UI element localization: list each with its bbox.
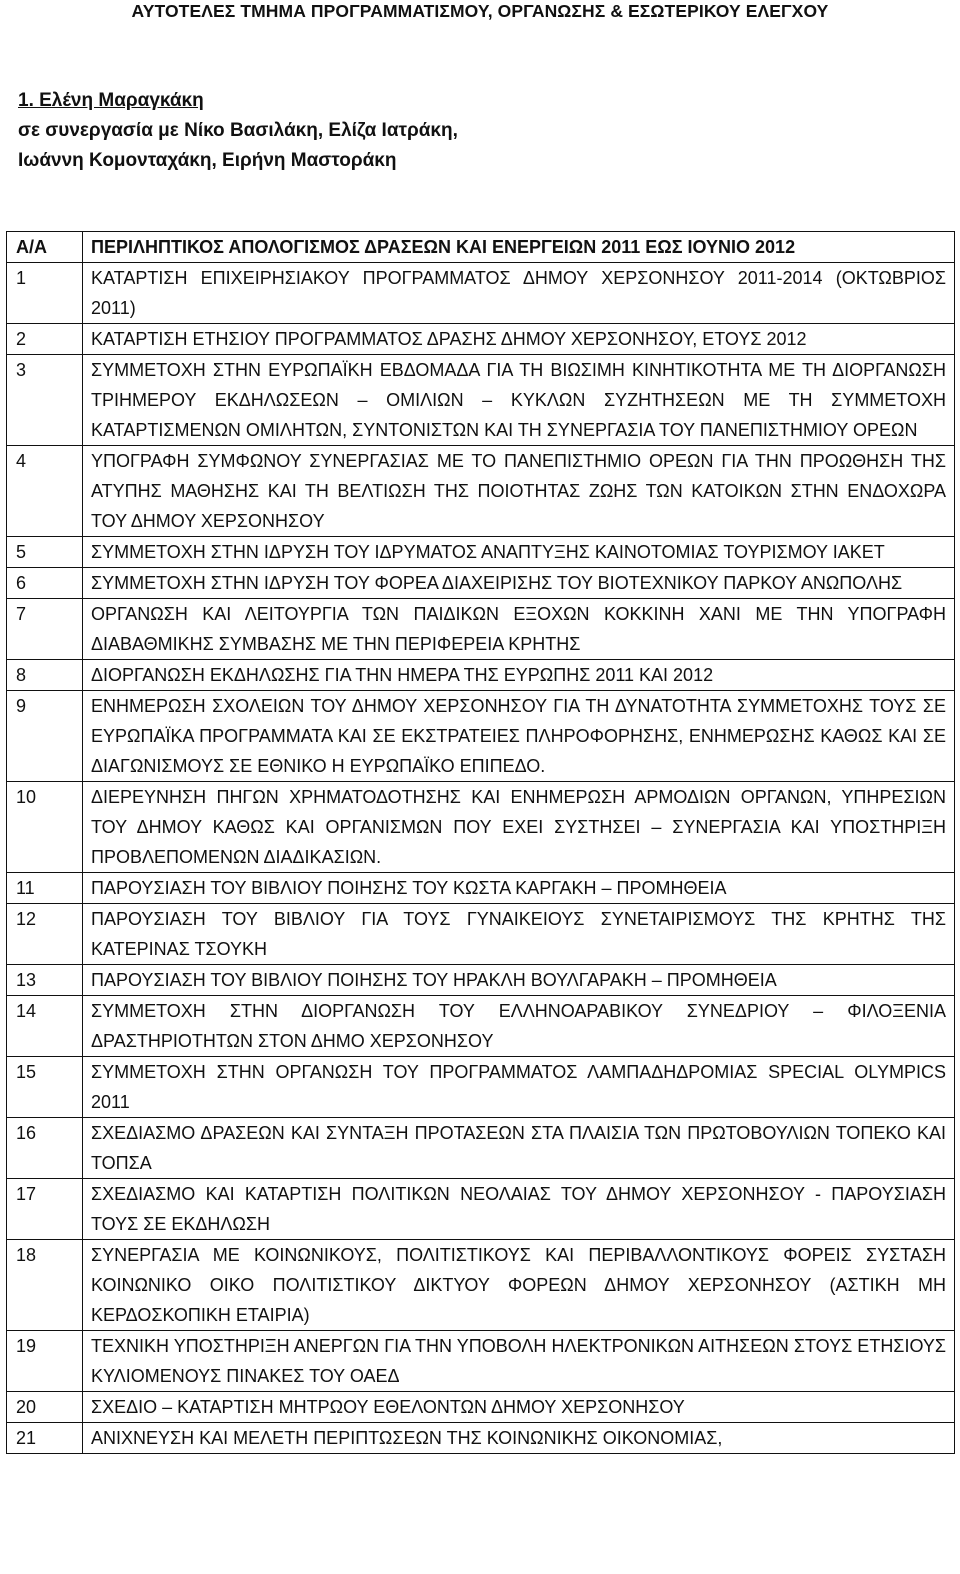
- table-row: [7, 1240, 955, 1331]
- row-number: 13: [7, 965, 83, 996]
- actions-table: [6, 231, 955, 1454]
- row-number: 2: [7, 324, 83, 355]
- row-description: ΠΑΡΟΥΣΙΑΣΗ ΤΟΥ ΒΙΒΛΙΟΥ ΠΟΙΗΣΗΣ ΤΟΥ ΗΡΑΚΛΗ ΒΟΥΛΓΑΡΑΚΗ – ΠΡΟΜΗΘΕΙΑ: [83, 965, 955, 996]
- row-number: 16: [7, 1118, 83, 1179]
- table-row: [7, 660, 955, 691]
- section-title: 1. Ελένη Μαραγκάκη: [18, 90, 204, 111]
- collaborators-line-2: Ιωάννη Κομονταχάκη, Ειρήνη Μαστοράκη: [18, 150, 397, 171]
- row-description: ΚΑΤΑΡΤΙΣΗ ΕΤΗΣΙΟΥ ΠΡΟΓΡΑΜΜΑΤΟΣ ΔΡΑΣΗΣ ΔΗΜΟΥ ΧΕΡΣΟΝΗΣΟΥ, ΕΤΟΥΣ 2012: [83, 324, 955, 355]
- row-number: 7: [7, 599, 83, 660]
- row-description: ΣΥΜΜΕΤΟΧΗ ΣΤΗΝ ΙΔΡΥΣΗ ΤΟΥ ΦΟΡΕΑ ΔΙΑΧΕΙΡΙΣΗΣ ΤΟΥ ΒΙΟΤΕΧΝΙΚΟΥ ΠΑΡΚΟΥ ΑΝΩΠΟΛΗΣ: [83, 568, 955, 599]
- row-number: 18: [7, 1240, 83, 1331]
- row-number: 4: [7, 446, 83, 537]
- document-header: ΑΥΤΟΤΕΛΕΣ ΤΜΗΜΑ ΠΡΟΓΡΑΜΜΑΤΙΣΜΟΥ, ΟΡΓΑΝΩΣΗΣ & ΕΣΩΤΕΡΙΚΟΥ ΕΛΕΓΧΟΥ: [131, 1, 829, 21]
- table-row: [7, 537, 955, 568]
- table-row: [7, 599, 955, 660]
- row-description: ΣΥΝΕΡΓΑΣΙΑ ΜΕ ΚΟΙΝΩΝΙΚΟΥΣ, ΠΟΛΙΤΙΣΤΙΚΟΥΣ ΚΑΙ ΠΕΡΙΒΑΛΛΟΝΤΙΚΟΥΣ ΦΟΡΕΙΣ ΣΥΣΤΑΣΗ ΚΟΙΝΩΝΙΚΟ ΟΙΚΟ ΠΟΛΙΤΙΣΤΙΚΟΥ ΔΙΚΤΥΟΥ ΦΟΡΕΩΝ ΔΗΜΟΥ ΧΕΡΣΟΝΗΣΟΥ (ΑΣΤΙΚΗ ΜΗ ΚΕΡΔΟΣΚΟΠΙΚΗ ΕΤΑΙΡΙΑ): [83, 1240, 955, 1331]
- row-number: 9: [7, 691, 83, 782]
- row-number: 11: [7, 873, 83, 904]
- row-number: 21: [7, 1423, 83, 1454]
- row-description: ΥΠΟΓΡΑΦΗ ΣΥΜΦΩΝΟΥ ΣΥΝΕΡΓΑΣΙΑΣ ΜΕ ΤΟ ΠΑΝΕΠΙΣΤΗΜΙΟ ΟΡΕΩΝ ΓΙΑ ΤΗΝ ΠΡΟΩΘΗΣΗ ΤΗΣ ΑΤΥΠΗΣ ΜΑΘΗΣΗΣ ΚΑΙ ΤΗ ΒΕΛΤΙΩΣΗ ΤΗΣ ΠΟΙΟΤΗΤΑΣ ΖΩΗΣ ΤΩΝ ΚΑΤΟΙΚΩΝ ΣΤΗΝ ΕΝΔΟΧΩΡΑ ΤΟΥ ΔΗΜΟΥ ΧΕΡΣΟΝΗΣΟΥ: [83, 446, 955, 537]
- table-row: [7, 1057, 955, 1118]
- table-row: [7, 263, 955, 324]
- table-row: [7, 996, 955, 1057]
- table-row: [7, 1331, 955, 1392]
- table-header-row: [7, 232, 955, 263]
- table-row: [7, 965, 955, 996]
- table-row: [7, 1392, 955, 1423]
- row-description: ΠΑΡΟΥΣΙΑΣΗ ΤΟΥ ΒΙΒΛΙΟΥ ΓΙΑ ΤΟΥΣ ΓΥΝΑΙΚΕΙΟΥΣ ΣΥΝΕΤΑΙΡΙΣΜΟΥΣ ΤΗΣ ΚΡΗΤΗΣ ΤΗΣ ΚΑΤΕΡΙΝΑΣ ΤΣΟΥΚΗ: [83, 904, 955, 965]
- row-description: ΚΑΤΑΡΤΙΣΗ ΕΠΙΧΕΙΡΗΣΙΑΚΟΥ ΠΡΟΓΡΑΜΜΑΤΟΣ ΔΗΜΟΥ ΧΕΡΣΟΝΗΣΟΥ 2011-2014 (ΟΚΤΩΒΡΙΟΣ 2011): [83, 263, 955, 324]
- table-row: [7, 355, 955, 446]
- row-description: ΣΧΕΔΙΑΣΜΟ ΚΑΙ ΚΑΤΑΡΤΙΣΗ ΠΟΛΙΤΙΚΩΝ ΝΕΟΛΑΙΑΣ ΤΟΥ ΔΗΜΟΥ ΧΕΡΣΟΝΗΣΟΥ - ΠΑΡΟΥΣΙΑΣΗ ΤΟΥΣ ΣΕ ΕΚΔΗΛΩΣΗ: [83, 1179, 955, 1240]
- row-number: 6: [7, 568, 83, 599]
- table-row: [7, 1118, 955, 1179]
- row-description: ΣΥΜΜΕΤΟΧΗ ΣΤΗΝ ΙΔΡΥΣΗ ΤΟΥ ΙΔΡΥΜΑΤΟΣ ΑΝΑΠΤΥΞΗΣ ΚΑΙΝΟΤΟΜΙΑΣ ΤΟΥΡΙΣΜΟΥ ΙΑΚΕΤ: [83, 537, 955, 568]
- table-row: [7, 782, 955, 873]
- table-row: [7, 1423, 955, 1454]
- row-description: ΣΥΜΜΕΤΟΧΗ ΣΤΗΝ ΕΥΡΩΠΑΪΚΗ ΕΒΔΟΜΑΔΑ ΓΙΑ ΤΗ ΒΙΩΣΙΜΗ ΚΙΝΗΤΙΚΟΤΗΤΑ ΜΕ ΤΗ ΔΙΟΡΓΑΝΩΣΗ ΤΡΙΗΜΕΡΟΥ ΕΚΔΗΛΩΣΕΩΝ – ΟΜΙΛΙΩΝ – ΚΥΚΛΩΝ ΣΥΖΗΤΗΣΕΩΝ ΜΕ ΤΗ ΣΥΜΜΕΤΟΧΗ ΚΑΤΑΡΤΙΣΜΕΝΩΝ ΟΜΙΛΗΤΩΝ, ΣΥΝΤΟΝΙΣΤΩΝ ΚΑΙ ΤΗ ΣΥΝΕΡΓΑΣΙΑ ΤΟΥ ΠΑΝΕΠΙΣΤΗΜΙΟΥ ΟΡΕΩΝ: [83, 355, 955, 446]
- row-description: ΔΙΟΡΓΑΝΩΣΗ ΕΚΔΗΛΩΣΗΣ ΓΙΑ ΤΗΝ ΗΜΕΡΑ ΤΗΣ ΕΥΡΩΠΗΣ 2011 ΚΑΙ 2012: [83, 660, 955, 691]
- row-description: ΟΡΓΑΝΩΣΗ ΚΑΙ ΛΕΙΤΟΥΡΓΙΑ ΤΩΝ ΠΑΙΔΙΚΩΝ ΕΞΟΧΩΝ ΚΟΚΚΙΝΗ ΧΑΝΙ ΜΕ ΤΗΝ ΥΠΟΓΡΑΦΗ ΔΙΑΒΑΘΜΙΚΗΣ ΣΥΜΒΑΣΗΣ ΜΕ ΤΗΝ ΠΕΡΙΦΕΡΕΙΑ ΚΡΗΤΗΣ: [83, 599, 955, 660]
- column-header-number: Α/Α: [7, 232, 83, 263]
- row-number: 14: [7, 996, 83, 1057]
- table-row: [7, 691, 955, 782]
- table-row: [7, 446, 955, 537]
- row-number: 3: [7, 355, 83, 446]
- table-row: [7, 904, 955, 965]
- table-row: [7, 873, 955, 904]
- row-description: ΣΥΜΜΕΤΟΧΗ ΣΤΗΝ ΟΡΓΑΝΩΣΗ ΤΟΥ ΠΡΟΓΡΑΜΜΑΤΟΣ ΛΑΜΠΑΔΗΔΡΟΜΙΑΣ SPECIAL OLYMPICS 2011: [83, 1057, 955, 1118]
- author-block: [18, 86, 938, 176]
- row-number: 12: [7, 904, 83, 965]
- row-number: 5: [7, 537, 83, 568]
- row-number: 17: [7, 1179, 83, 1240]
- table-row: [7, 1179, 955, 1240]
- row-description: ΠΑΡΟΥΣΙΑΣΗ ΤΟΥ ΒΙΒΛΙΟΥ ΠΟΙΗΣΗΣ ΤΟΥ ΚΩΣΤΑ ΚΑΡΓΑΚΗ – ΠΡΟΜΗΘΕΙΑ: [83, 873, 955, 904]
- row-description: ΕΝΗΜΕΡΩΣΗ ΣΧΟΛΕΙΩΝ ΤΟΥ ΔΗΜΟΥ ΧΕΡΣΟΝΗΣΟΥ ΓΙΑ ΤΗ ΔΥΝΑΤΟΤΗΤΑ ΣΥΜΜΕΤΟΧΗΣ ΤΟΥΣ ΣΕ ΕΥΡΩΠΑΪΚΑ ΠΡΟΓΡΑΜΜΑΤΑ ΚΑΙ ΣΕ ΕΚΣΤΡΑΤΕΙΕΣ ΠΛΗΡΟΦΟΡΗΣΗΣ, ΕΝΗΜΕΡΩΣΗΣ ΚΑΘΩΣ ΚΑΙ ΣΕ ΔΙΑΓΩΝΙΣΜΟΥΣ ΣΕ ΕΘΝΙΚΟ Η ΕΥΡΩΠΑΪΚΟ ΕΠΙΠΕΔΟ.: [83, 691, 955, 782]
- row-description: ΔΙΕΡΕΥΝΗΣΗ ΠΗΓΩΝ ΧΡΗΜΑΤΟΔΟΤΗΣΗΣ ΚΑΙ ΕΝΗΜΕΡΩΣΗ ΑΡΜΟΔΙΩΝ ΟΡΓΑΝΩΝ, ΥΠΗΡΕΣΙΩΝ ΤΟΥ ΔΗΜΟΥ ΚΑΘΩΣ ΚΑΙ ΟΡΓΑΝΙΣΜΩΝ ΠΟΥ ΕΧΕΙ ΣΥΣΤΗΣΕΙ – ΣΥΝΕΡΓΑΣΙΑ ΚΑΙ ΥΠΟΣΤΗΡΙΞΗ ΠΡΟΒΛΕΠΟΜΕΝΩΝ ΔΙΑΔΙΚΑΣΙΩΝ.: [83, 782, 955, 873]
- table-row: [7, 324, 955, 355]
- row-description: ΣΧΕΔΙΑΣΜΟ ΔΡΑΣΕΩΝ ΚΑΙ ΣΥΝΤΑΞΗ ΠΡΟΤΑΣΕΩΝ ΣΤΑ ΠΛΑΙΣΙΑ ΤΩΝ ΠΡΩΤΟΒΟΥΛΙΩΝ ΤΟΠΕΚΟ ΚΑΙ ΤΟΠΣΑ: [83, 1118, 955, 1179]
- collaborators-line-1: σε συνεργασία με Νίκο Βασιλάκη, Ελίζα Ιατράκη,: [18, 120, 458, 141]
- row-number: 20: [7, 1392, 83, 1423]
- table-body: [7, 263, 955, 1454]
- row-number: 8: [7, 660, 83, 691]
- row-number: 10: [7, 782, 83, 873]
- row-number: 19: [7, 1331, 83, 1392]
- table-row: [7, 568, 955, 599]
- row-description: ΤΕΧΝΙΚΗ ΥΠΟΣΤΗΡΙΞΗ ΑΝΕΡΓΩΝ ΓΙΑ ΤΗΝ ΥΠΟΒΟΛΗ ΗΛΕΚΤΡΟΝΙΚΩΝ ΑΙΤΗΣΕΩΝ ΣΤΟΥΣ ΕΤΗΣΙΟΥΣ ΚΥΛΙΟΜΕΝΟΥΣ ΠΙΝΑΚΕΣ ΤΟΥ ΟΑΕΔ: [83, 1331, 955, 1392]
- row-number: 15: [7, 1057, 83, 1118]
- column-header-description: ΠΕΡΙΛΗΠΤΙΚΟΣ ΑΠΟΛΟΓΙΣΜΟΣ ΔΡΑΣΕΩΝ ΚΑΙ ΕΝΕΡΓΕΙΩΝ 2011 ΕΩΣ ΙΟΥΝΙΟ 2012: [83, 232, 955, 263]
- row-description: ΣΧΕΔΙΟ – ΚΑΤΑΡΤΙΣΗ ΜΗΤΡΩΟΥ ΕΘΕΛΟΝΤΩΝ ΔΗΜΟΥ ΧΕΡΣΟΝΗΣΟΥ: [83, 1392, 955, 1423]
- row-number: 1: [7, 263, 83, 324]
- row-description: ΣΥΜΜΕΤΟΧΗ ΣΤΗΝ ΔΙΟΡΓΑΝΩΣΗ ΤΟΥ ΕΛΛΗΝΟΑΡΑΒΙΚΟΥ ΣΥΝΕΔΡΙΟΥ – ΦΙΛΟΞΕΝΙΑ ΔΡΑΣΤΗΡΙΟΤΗΤΩΝ ΣΤΟΝ ΔΗΜΟ ΧΕΡΣΟΝΗΣΟΥ: [83, 996, 955, 1057]
- row-description: ΑΝΙΧΝΕΥΣΗ ΚΑΙ ΜΕΛΕΤΗ ΠΕΡΙΠΤΩΣΕΩΝ ΤΗΣ ΚΟΙΝΩΝΙΚΗΣ ΟΙΚΟΝΟΜΙΑΣ,: [83, 1423, 955, 1454]
